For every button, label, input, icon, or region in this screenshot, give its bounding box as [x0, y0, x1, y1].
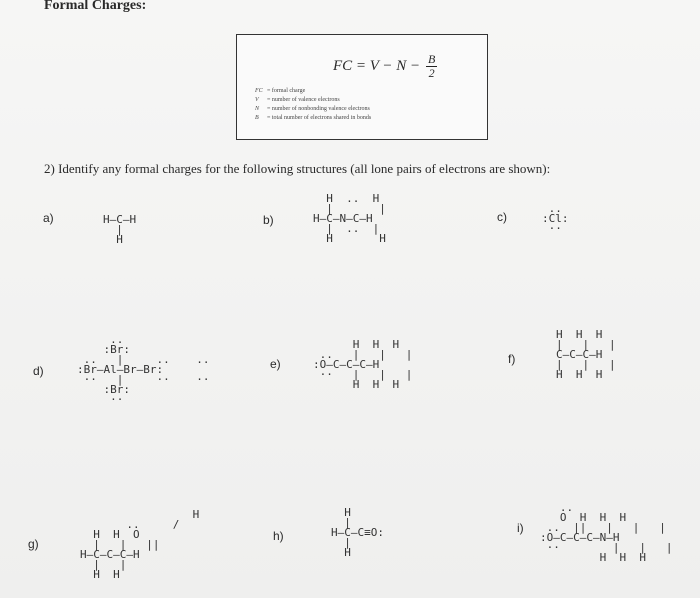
legend-row: [255, 114, 371, 123]
problem-i-label: i): [517, 521, 524, 535]
formula-box: [236, 34, 488, 140]
legend-text: = number of valence electrons: [267, 97, 340, 103]
problem-c-structure: .. :Cl: ··: [542, 202, 569, 235]
legend-symbol: B: [255, 115, 259, 121]
formula-legend: [255, 87, 371, 123]
problem-b-structure: H .. H | | H–C–N–C–H | .. | H H: [313, 192, 386, 245]
problem-a-label: a): [43, 211, 54, 225]
problem-b-label: b): [263, 213, 274, 227]
legend-row: [255, 96, 371, 105]
problem-d-label: d): [33, 364, 44, 378]
formula-denominator: 2: [428, 66, 435, 80]
problem-i-structure: .. O H H H .. || | | | :O–C–C–C–N–H ·· | | | H H H: [540, 501, 673, 564]
formula-lhs: FC = V − N −: [333, 57, 421, 74]
worksheet-title: Formal Charges:: [44, 0, 147, 13]
legend-text: = number of nonbonding valence electrons: [267, 106, 370, 112]
legend-symbol: FC: [255, 88, 263, 94]
problem-g-label: g): [28, 537, 39, 551]
problem-d-structure: .. :Br: .. | .. .. :Br–Al–Br–Br: ·· | ·· ·· :Br: ··: [77, 333, 210, 406]
problem-g-structure: H .. / H H O | | || H–C–C–C–H | | H H: [80, 508, 200, 581]
formal-charge-formula: [333, 53, 437, 80]
problem-f-label: f): [508, 352, 516, 366]
problem-e-label: e): [270, 357, 281, 371]
problem-c-label: c): [497, 210, 507, 224]
problem-f-structure: H H H | | | C–C–C–H | | | H H H: [556, 328, 616, 381]
legend-symbol: V: [255, 97, 259, 103]
problem-h-label: h): [273, 529, 284, 543]
legend-text: = formal charge: [267, 88, 306, 94]
formula-numerator: B: [427, 52, 436, 66]
legend-symbol: N: [255, 106, 260, 112]
legend-row: [255, 105, 371, 114]
legend-row: [255, 87, 371, 96]
formula-fraction: [426, 53, 437, 80]
problem-e-structure: H H H .. | | | :O–C–C–C–H ·· | | | H H H: [313, 338, 413, 391]
problem-h-structure: H | H–C–C≡O: | H: [331, 506, 384, 559]
question-instruction: 2) Identify any formal charges for the following structures (all lone pairs of electrons are shown):: [44, 161, 551, 176]
legend-text: = total number of electrons shared in bonds: [267, 115, 372, 121]
problem-a-structure: H–C–H | H: [103, 213, 137, 246]
